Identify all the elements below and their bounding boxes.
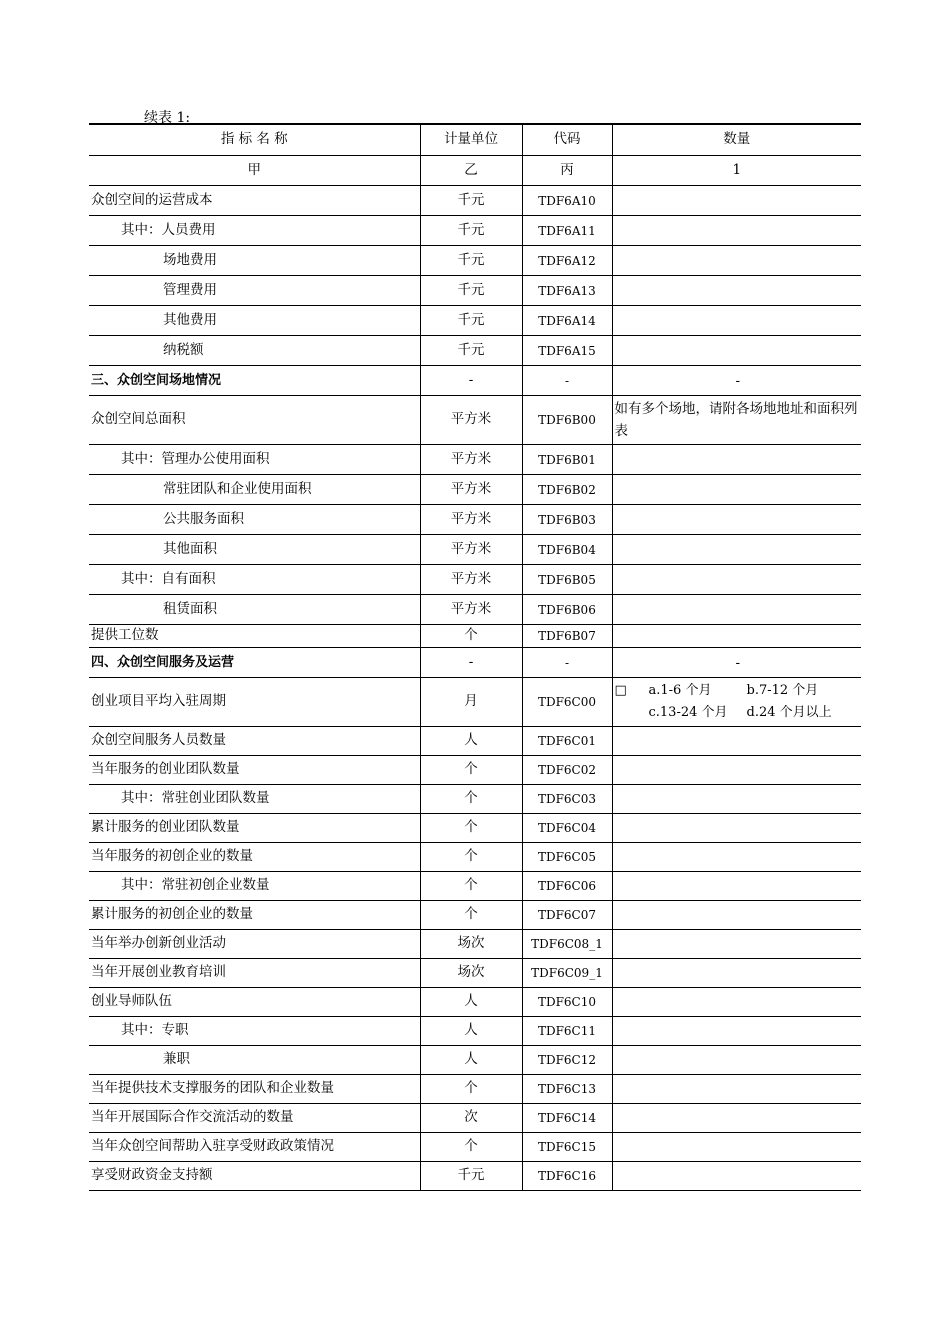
row-qty[interactable] <box>612 814 861 843</box>
row-qty[interactable] <box>612 445 861 475</box>
row-unit: 千元 <box>420 246 522 276</box>
row-name: 累计服务的初创企业的数量 <box>89 901 420 930</box>
row-code: TDF6B03 <box>522 505 612 535</box>
row-name: 提供工位数 <box>89 625 420 648</box>
header-row <box>89 124 861 156</box>
header-code: 代码 <box>522 124 612 156</box>
subheader-row <box>89 156 861 186</box>
row-unit: 千元 <box>420 186 522 216</box>
row-name: 其中：人员费用 <box>89 216 420 246</box>
row-name: 当年服务的创业团队数量 <box>89 756 420 785</box>
row-code: TDF6C09_1 <box>522 959 612 988</box>
table-row <box>89 727 861 756</box>
row-code: - <box>522 366 612 396</box>
row-qty[interactable] <box>612 276 861 306</box>
row-unit: 次 <box>420 1104 522 1133</box>
section-title: 四、众创空间服务及运营 <box>89 648 420 678</box>
section-row <box>89 366 861 396</box>
row-name: 众创空间的运营成本 <box>89 186 420 216</box>
table-row <box>89 678 861 727</box>
row-name: 其中：自有面积 <box>89 565 420 595</box>
row-qty-options[interactable] <box>612 678 861 727</box>
table-row <box>89 901 861 930</box>
row-code: TDF6B06 <box>522 595 612 625</box>
table-row <box>89 1075 861 1104</box>
table-row <box>89 1046 861 1075</box>
row-name: 众创空间总面积 <box>89 396 420 445</box>
row-unit: - <box>420 366 522 396</box>
row-unit: 场次 <box>420 959 522 988</box>
row-code: TDF6C13 <box>522 1075 612 1104</box>
row-qty[interactable] <box>612 872 861 901</box>
row-code: TDF6B05 <box>522 565 612 595</box>
row-unit: 平方米 <box>420 535 522 565</box>
row-unit: 人 <box>420 1017 522 1046</box>
row-unit: 个 <box>420 785 522 814</box>
row-name: 兼职 <box>89 1046 420 1075</box>
table-row <box>89 959 861 988</box>
subheader-qty: 1 <box>612 156 861 186</box>
row-name: 当年服务的初创企业的数量 <box>89 843 420 872</box>
row-unit: 千元 <box>420 216 522 246</box>
row-qty[interactable] <box>612 988 861 1017</box>
table-row <box>89 988 861 1017</box>
row-unit: 个 <box>420 843 522 872</box>
row-name: 当年提供技术支撑服务的团队和企业数量 <box>89 1075 420 1104</box>
row-name: 当年众创空间帮助入驻享受财政政策情况 <box>89 1133 420 1162</box>
row-name: 创业项目平均入驻周期 <box>89 678 420 727</box>
row-code: TDF6A12 <box>522 246 612 276</box>
row-name: 享受财政资金支持额 <box>89 1162 420 1191</box>
row-unit: 平方米 <box>420 595 522 625</box>
options-line-1 <box>615 680 862 702</box>
option-a[interactable]: a.1-6 个月 <box>648 683 712 698</box>
row-code: TDF6C07 <box>522 901 612 930</box>
row-name: 其中：常驻初创企业数量 <box>89 872 420 901</box>
row-name: 场地费用 <box>89 246 420 276</box>
row-code: TDF6C03 <box>522 785 612 814</box>
row-code: TDF6C15 <box>522 1133 612 1162</box>
subheader-unit: 乙 <box>420 156 522 186</box>
header-name: 指 标 名 称 <box>89 124 420 156</box>
row-unit: - <box>420 648 522 678</box>
row-qty[interactable] <box>612 246 861 276</box>
row-name: 创业导师队伍 <box>89 988 420 1017</box>
row-qty[interactable] <box>612 959 861 988</box>
row-qty[interactable] <box>612 505 861 535</box>
table-row <box>89 475 861 505</box>
table-row <box>89 756 861 785</box>
table-row <box>89 1133 861 1162</box>
row-qty[interactable] <box>612 336 861 366</box>
table-row <box>89 445 861 475</box>
table-row <box>89 336 861 366</box>
row-unit: 个 <box>420 901 522 930</box>
row-name: 管理费用 <box>89 276 420 306</box>
row-code: TDF6B04 <box>522 535 612 565</box>
row-code: TDF6C12 <box>522 1046 612 1075</box>
table-row <box>89 872 861 901</box>
table-row <box>89 785 861 814</box>
row-code: TDF6B00 <box>522 396 612 445</box>
row-code: TDF6C04 <box>522 814 612 843</box>
row-name: 常驻团队和企业使用面积 <box>89 475 420 505</box>
table-row <box>89 246 861 276</box>
row-code: TDF6C02 <box>522 756 612 785</box>
row-qty[interactable] <box>612 1133 861 1162</box>
row-code: TDF6A14 <box>522 306 612 336</box>
row-unit: 个 <box>420 1133 522 1162</box>
subheader-name: 甲 <box>89 156 420 186</box>
table-row <box>89 1162 861 1191</box>
row-name: 当年开展国际合作交流活动的数量 <box>89 1104 420 1133</box>
row-code: TDF6C06 <box>522 872 612 901</box>
table-row <box>89 1017 861 1046</box>
checkbox-icon[interactable]: □ <box>614 683 627 698</box>
row-qty[interactable] <box>612 1104 861 1133</box>
row-code: TDF6C10 <box>522 988 612 1017</box>
table-row <box>89 930 861 959</box>
row-name: 公共服务面积 <box>89 505 420 535</box>
row-qty[interactable] <box>612 535 861 565</box>
row-code: TDF6C11 <box>522 1017 612 1046</box>
row-name: 其他面积 <box>89 535 420 565</box>
row-code: TDF6A15 <box>522 336 612 366</box>
row-unit: 千元 <box>420 276 522 306</box>
row-qty[interactable] <box>612 756 861 785</box>
row-unit: 人 <box>420 988 522 1017</box>
row-qty[interactable] <box>612 1162 861 1191</box>
row-unit: 人 <box>420 727 522 756</box>
row-qty[interactable] <box>612 930 861 959</box>
row-qty[interactable] <box>612 306 861 336</box>
row-unit: 千元 <box>420 336 522 366</box>
row-unit: 个 <box>420 814 522 843</box>
row-code: TDF6C05 <box>522 843 612 872</box>
row-code: TDF6C00 <box>522 678 612 727</box>
row-unit: 个 <box>420 625 522 648</box>
table-row <box>89 1104 861 1133</box>
options-line-2 <box>615 702 862 724</box>
option-d[interactable]: d.24 个月以上 <box>746 705 832 720</box>
table-row <box>89 565 861 595</box>
row-qty[interactable] <box>612 475 861 505</box>
table-row <box>89 306 861 336</box>
row-qty-note[interactable]: 如有多个场地，请附各场地地址和面积列表 <box>612 396 861 445</box>
row-qty: - <box>612 648 861 678</box>
row-qty[interactable] <box>612 1046 861 1075</box>
table-caption: 续表 1: <box>144 110 191 126</box>
row-name: 众创空间服务人员数量 <box>89 727 420 756</box>
subheader-code: 丙 <box>522 156 612 186</box>
statistics-table <box>89 123 861 1191</box>
row-unit: 平方米 <box>420 445 522 475</box>
row-unit: 千元 <box>420 1162 522 1191</box>
row-unit: 平方米 <box>420 396 522 445</box>
row-code: TDF6B01 <box>522 445 612 475</box>
row-qty[interactable] <box>612 186 861 216</box>
row-code: TDF6B07 <box>522 625 612 648</box>
header-qty: 数量 <box>612 124 861 156</box>
row-unit: 人 <box>420 1046 522 1075</box>
row-qty[interactable] <box>612 1075 861 1104</box>
row-code: TDF6C16 <box>522 1162 612 1191</box>
row-code: TDF6B02 <box>522 475 612 505</box>
table-row <box>89 396 861 445</box>
row-qty[interactable] <box>612 1017 861 1046</box>
table-row <box>89 505 861 535</box>
row-qty[interactable] <box>612 843 861 872</box>
option-c[interactable]: c.13-24 个月 <box>648 705 728 720</box>
row-code: TDF6A13 <box>522 276 612 306</box>
row-unit: 场次 <box>420 930 522 959</box>
row-unit: 平方米 <box>420 565 522 595</box>
row-code: TDF6C08_1 <box>522 930 612 959</box>
row-name: 其他费用 <box>89 306 420 336</box>
header-unit: 计量单位 <box>420 124 522 156</box>
row-name: 当年开展创业教育培训 <box>89 959 420 988</box>
row-code: TDF6A11 <box>522 216 612 246</box>
row-unit: 平方米 <box>420 505 522 535</box>
row-name: 其中：管理办公使用面积 <box>89 445 420 475</box>
row-unit: 月 <box>420 678 522 727</box>
table-row <box>89 625 861 648</box>
row-qty[interactable] <box>612 216 861 246</box>
row-unit: 个 <box>420 872 522 901</box>
row-name: 租赁面积 <box>89 595 420 625</box>
row-qty: - <box>612 366 861 396</box>
row-code: TDF6C01 <box>522 727 612 756</box>
row-qty[interactable] <box>612 595 861 625</box>
row-qty[interactable] <box>612 901 861 930</box>
row-code: TDF6A10 <box>522 186 612 216</box>
row-unit: 平方米 <box>420 475 522 505</box>
row-qty[interactable] <box>612 565 861 595</box>
row-unit: 千元 <box>420 306 522 336</box>
section-row <box>89 648 861 678</box>
row-name: 当年举办创新创业活动 <box>89 930 420 959</box>
row-name: 其中：专职 <box>89 1017 420 1046</box>
row-unit: 个 <box>420 1075 522 1104</box>
row-code: TDF6C14 <box>522 1104 612 1133</box>
table-row <box>89 186 861 216</box>
table-row <box>89 814 861 843</box>
row-name: 累计服务的创业团队数量 <box>89 814 420 843</box>
section-title: 三、众创空间场地情况 <box>89 366 420 396</box>
table-row <box>89 276 861 306</box>
row-qty[interactable] <box>612 785 861 814</box>
row-name: 其中：常驻创业团队数量 <box>89 785 420 814</box>
table-row <box>89 595 861 625</box>
row-qty[interactable] <box>612 625 861 648</box>
row-name: 纳税额 <box>89 336 420 366</box>
table-row <box>89 216 861 246</box>
row-code: - <box>522 648 612 678</box>
option-b[interactable]: b.7-12 个月 <box>746 683 819 698</box>
table-row <box>89 843 861 872</box>
row-qty[interactable] <box>612 727 861 756</box>
table-row <box>89 535 861 565</box>
row-unit: 个 <box>420 756 522 785</box>
